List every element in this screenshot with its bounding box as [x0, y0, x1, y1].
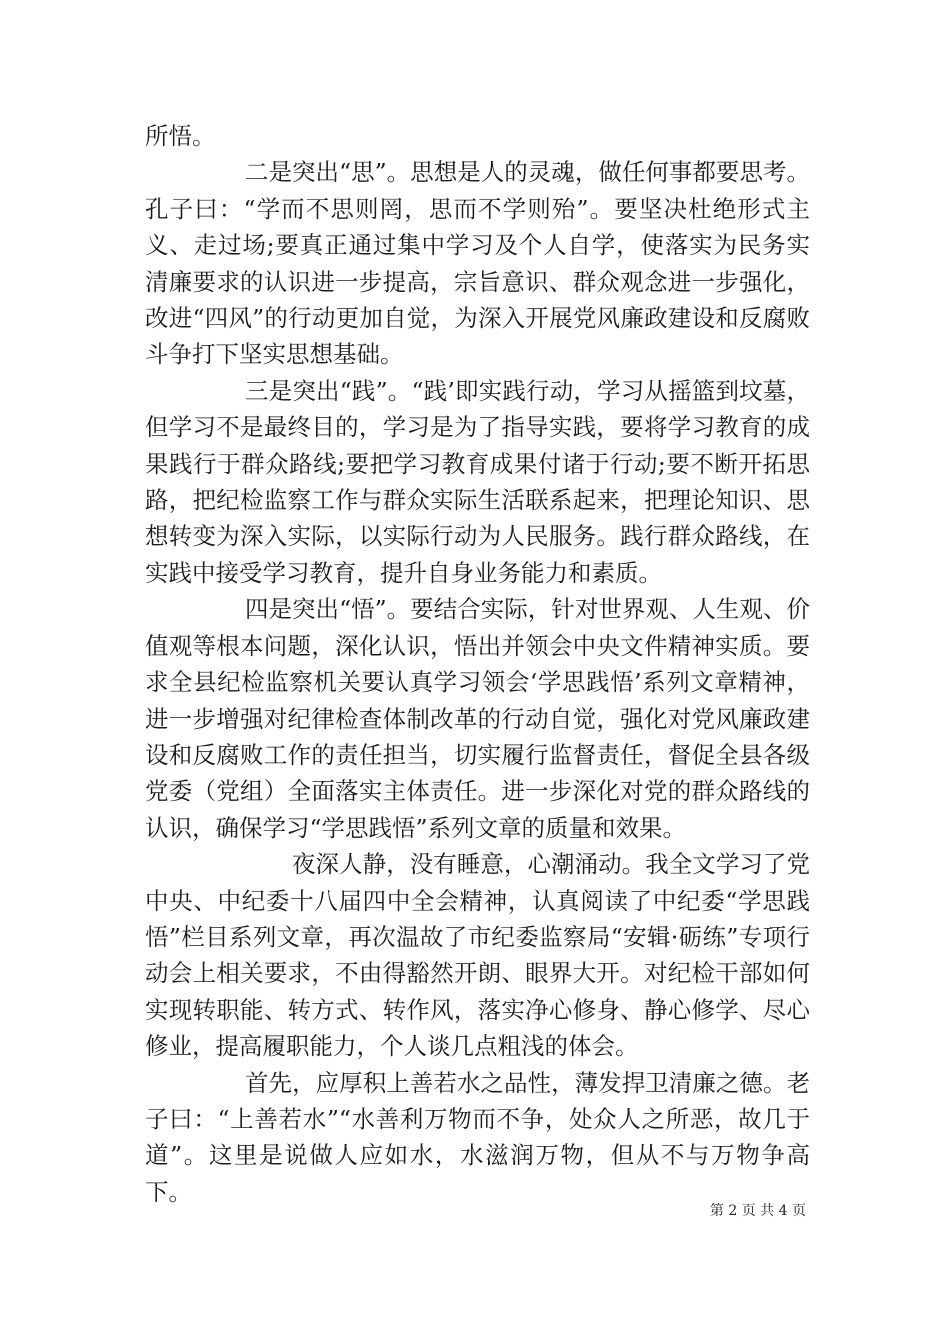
paragraph-think: 二是突出“思”。思想是人的灵魂，做任何事都要思考。孔子曰：“学而不思则罔，思而不学则殆”。要坚决杜绝形式主义、走过场;要真正通过集中学习及个人自学，使落实为民务实清廉要求的认识进一步提高，宗旨意识、群众观念进一步强化，改进“四风”的行动更加自觉，为深入开展党风廉政建设和反腐败斗争打下坚实思想基础。 [145, 158, 810, 369]
paragraph-practice: 三是突出“践”。“践’即实践行动，学习从摇篮到坟墓，但学习不是最终目的，学习是为了指导实践，要将学习教育的成果践行于群众路线;要把学习教育成果付诸于行动;要不断开拓思路，把纪检监察工作与群众实际生活联系起来，把理论知识、思想转变为深入实际，以实际行动为人民服务。践行群众路线，在实践中接受学习教育，提升自身业务能力和素质。 [145, 376, 810, 587]
page-number: 第 2 页 共 4 页 [709, 1203, 806, 1219]
paragraph-night-reflection: 夜深人静，没有睡意，心潮涌动。我全文学习了党中央、中纪委十八届四中全会精神，认真阅读了中纪委“学思践悟”栏目系列文章，再次温故了市纪委监察局“安辑·砺练”专项行动会上相关要求，不由得豁然开朗、眼界大开。对纪检干部如何实现转职能、转方式、转作风，落实净心修身、静心修学、尽心修业，提高履职能力，个人谈几点粗浅的体会。 [145, 850, 810, 1061]
document-body [145, 118, 810, 1210]
paragraph-water-virtue: 首先，应厚积上善若水之品性，薄发捍卫清廉之德。老子曰：“上善若水”“水善利万物而不争，处众人之所恶，故几于道”。这里是说做人应如水，水滋润万物，但从不与万物争高下。 [145, 1068, 810, 1206]
paragraph-realize: 四是突出“悟”。要结合实际，针对世界观、人生观、价值观等根本问题，深化认识，悟出并领会中央文件精神实质。要求全县纪检监察机关要认真学习领会‘学思践悟’系列文章精神，进一步增强对纪律检查体制改革的行动自觉，强化对党风廉政建设和反腐败工作的责任担当，切实履行监督责任，督促全县各级党委（党组）全面落实主体责任。进一步深化对党的群众路线的认识，确保学习“学思践悟”系列文章的质量和效果。 [145, 595, 810, 842]
paragraph-continuation: 所悟。 [145, 122, 216, 150]
